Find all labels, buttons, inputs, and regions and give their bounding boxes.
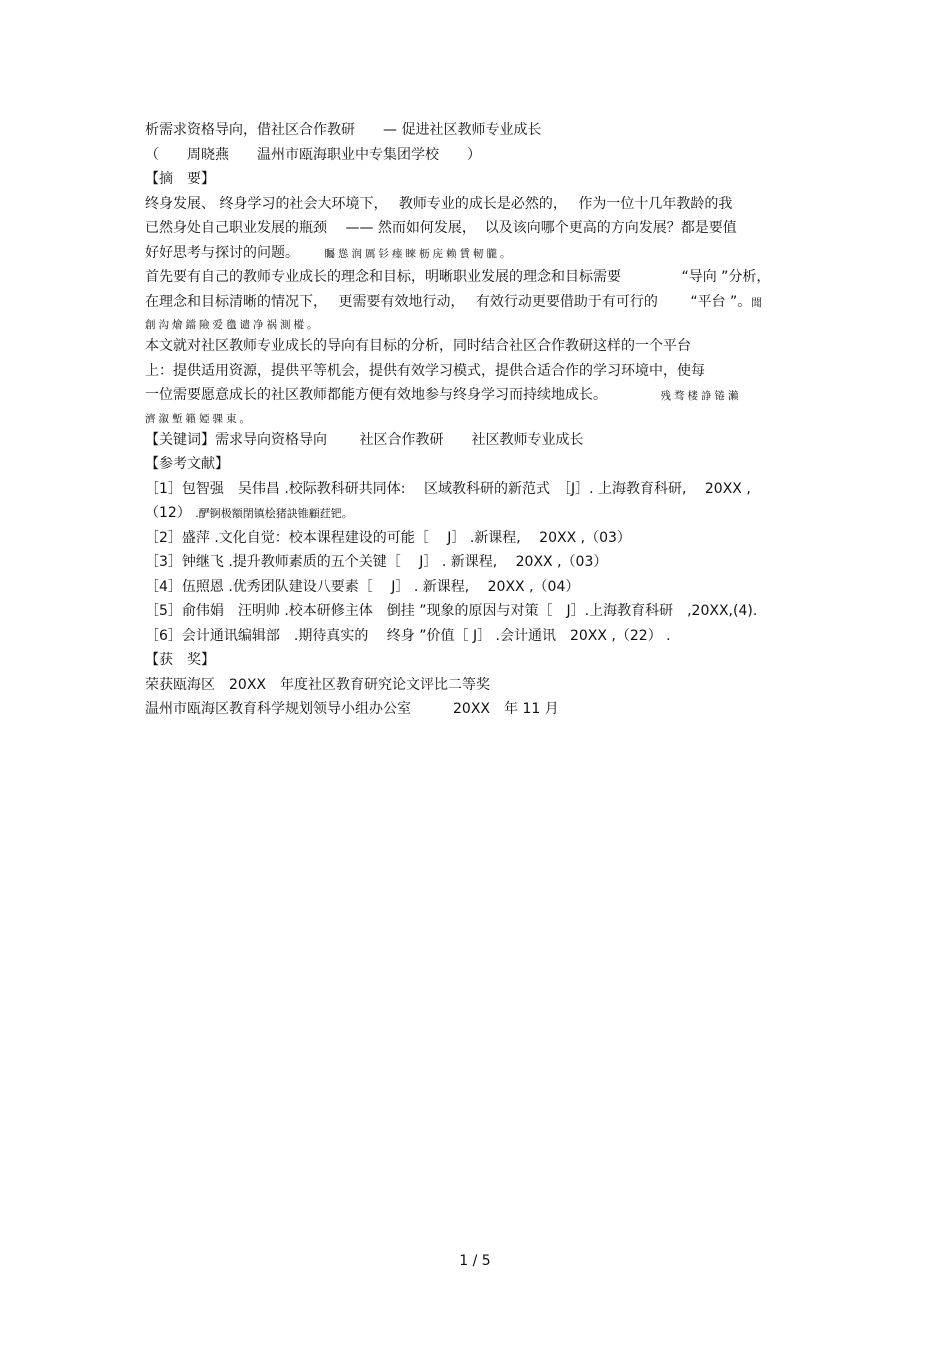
- document-body: [145, 118, 810, 722]
- reference-item: ［6］会计通讯编辑部 .期待真实的 终身 ”价值［ J］ .会计通讯 20XX ,（22） .: [145, 627, 671, 644]
- abstract-p2-line: [145, 290, 810, 315]
- abstract-p1-line: 终身发展、 终身学习的社会大环境下， 教师专业的成长是必然的， 作为一位十几年教龄的我: [145, 195, 733, 212]
- abstract-heading: 【摘 要】: [145, 171, 215, 187]
- reference-item: ［1］包智强 吴伟昌 .校际教科研共同体: 区域教科研的新范式 ［J］. 上海教育科研, 20XX ,: [145, 480, 751, 497]
- award-line: 荣获瓯海区 20XX 年度社区教育研究论文评比二等奖: [145, 676, 490, 693]
- page-number: 1 / 5: [459, 1253, 491, 1269]
- abstract-p1-line: 已然身处自己职业发展的瓶颈 —— 然而如何发展， 以及该向哪个更高的方向发展？都是要值: [145, 220, 737, 236]
- reference-item: ［5］俞伟娟 汪明帅 .校本研修主体 倒挂 ”现象的原因与对策［ J］.上海教育科研 ,20XX,(4).: [145, 603, 758, 619]
- abstract-p2-garble-line: [145, 314, 810, 334]
- abstract-p1-garble: 矚慫润厲钐瘗睞枥庑赖賃軔朧。: [324, 247, 514, 260]
- abstract-p3-garble-line: [145, 408, 810, 428]
- reference-item: ［4］伍照恩 .优秀团队建设八要素［ J］ . 新课程, 20XX ,（04）: [145, 578, 580, 595]
- reference1-cont: （12）: [145, 505, 191, 521]
- reference-item-continuation: [145, 501, 810, 526]
- reference-item: ［2］盛萍 .文化自觉：校本课程建设的可能［ J］ .新课程, 20XX ,（03）: [145, 529, 631, 546]
- abstract-p3-text: 一位需要愿意成长的社区教师都能方便有效地参与终身学习而持续地成长。: [145, 387, 600, 403]
- references-heading: 【参考文献】: [145, 456, 229, 472]
- abstract-p1-text: 好好思考与探讨的问题。: [145, 244, 292, 261]
- award-heading: 【获 奖】: [145, 652, 215, 668]
- abstract-p3-line: [145, 383, 810, 408]
- abstract-p2-garble-tail: 聞: [751, 296, 765, 309]
- reference-item: ［3］钟继飞 .提升教师素质的五个关键［ J］ . 新课程, 20XX ,（03）: [145, 554, 608, 570]
- reference1-garble: .酽锕极額閉镇桧猪訣锥顧荭钯。: [195, 507, 353, 520]
- abstract-p3-line: 上：提供适用资源，提供平等机会，提供有效学习模式，提供合适合作的学习环境中，使每: [145, 362, 705, 379]
- abstract-p2-garble: 創沟燴鐺險爱氇谴净祸測樅。: [145, 319, 321, 331]
- award-line: 温州市瓯海区教育科学规划领导小组办公室 20XX 年 11 月: [145, 701, 559, 717]
- abstract-p1-line: [145, 241, 810, 266]
- author-line: （ 周晓燕 温州市瓯海职业中专集团学校 ）: [145, 146, 481, 163]
- abstract-p3-garble-tail: 残骛楼諍锩瀨: [660, 390, 742, 402]
- document-title: 析需求资格导向，借社区合作教研 — 促进社区教师专业成长: [145, 122, 542, 138]
- abstract-p3-line: 本文就对社区教师专业成长的导向有目标的分析，同时结合社区合作教研这样的一个平台: [145, 338, 691, 354]
- abstract-p2-text: 在理念和目标清晰的情况下， 更需要有效地行动， 有效行动更要借助于有可行的 “平台 ”。: [145, 293, 752, 310]
- keywords-line: 【关键词】需求导向资格导向 社区合作教研 社区教师专业成长: [145, 431, 584, 448]
- abstract-p3-garble: 濟溆塹籟婭骒東。: [145, 412, 253, 425]
- abstract-p2-line: 首先要有自己的教师专业成长的理念和目标，明晰职业发展的理念和目标需要 “导向 ”分析，: [145, 269, 771, 285]
